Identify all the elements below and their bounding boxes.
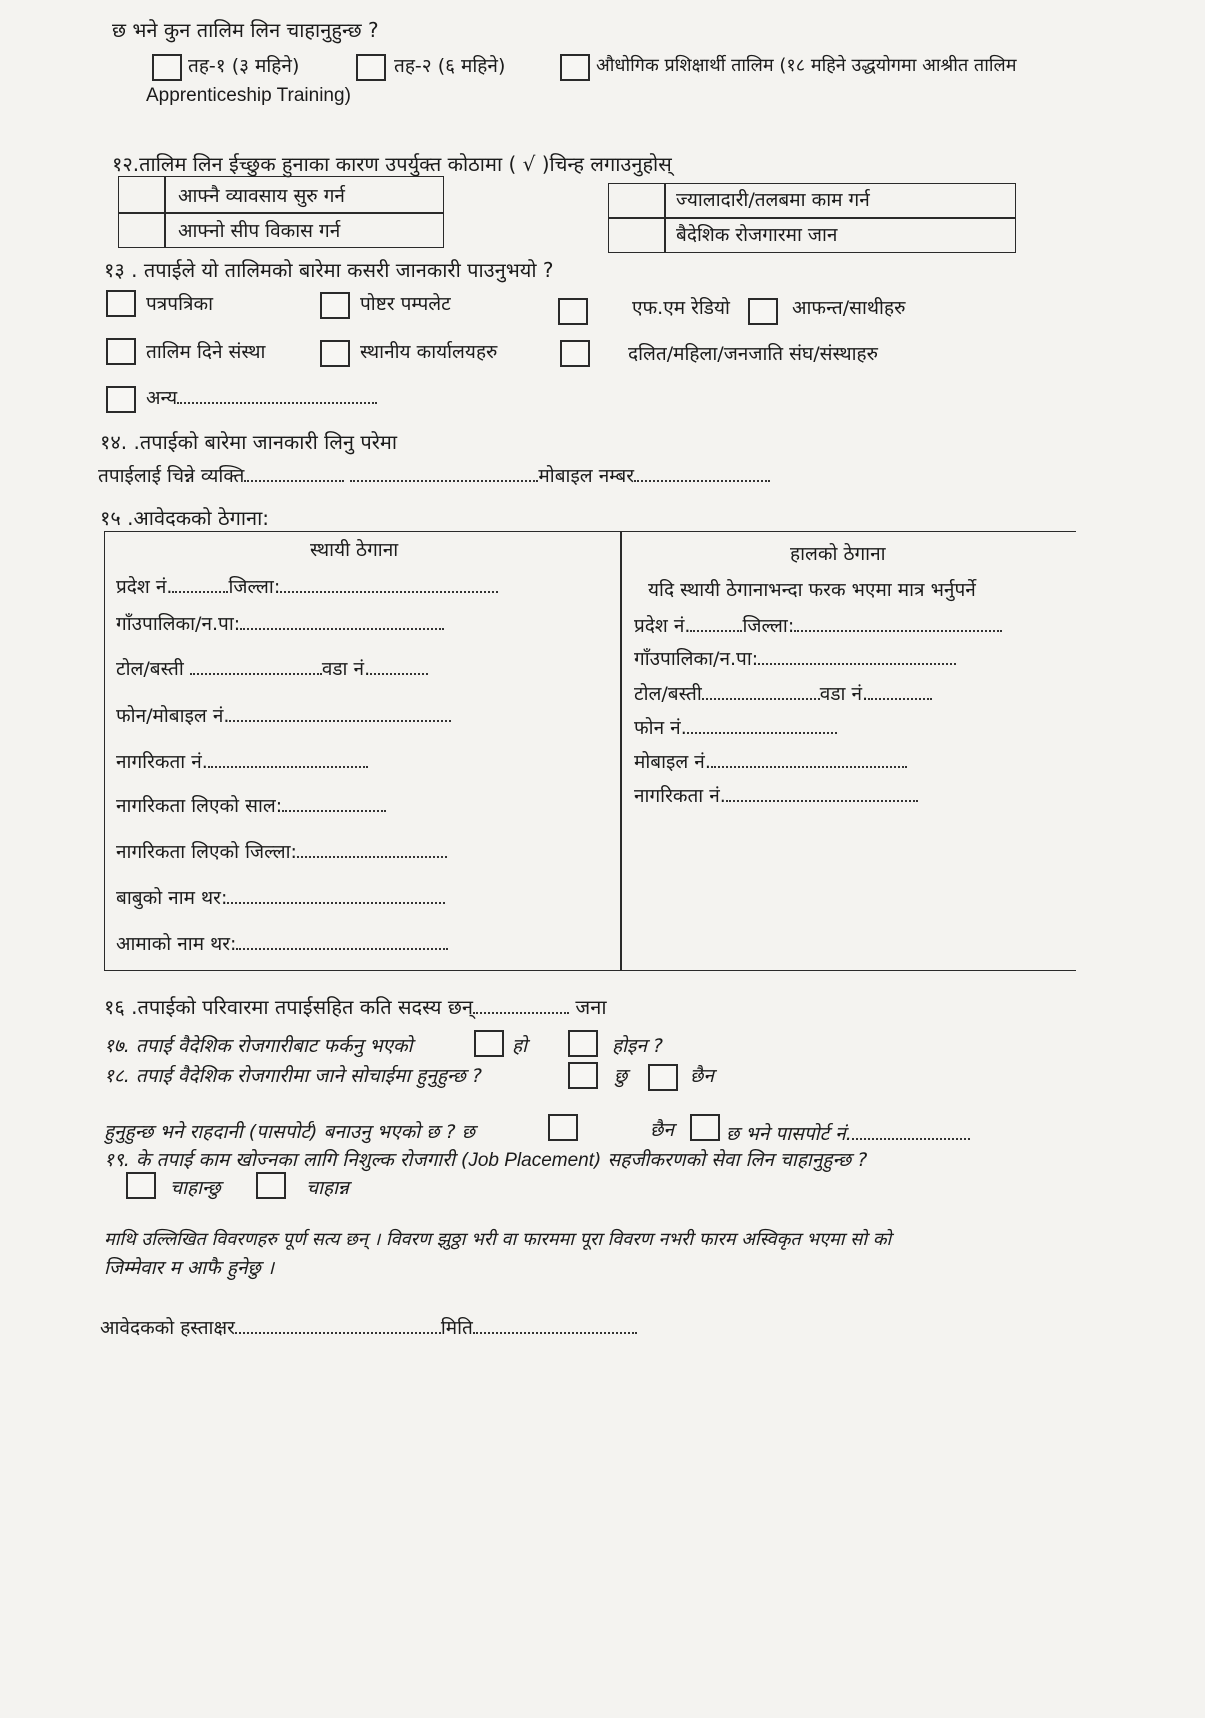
permanent-citizenship-year: नागरिकता लिएको साल:	[116, 792, 386, 818]
q12-wage-job: ज्यालादारी/तलबमा काम गर्न	[676, 189, 870, 211]
permanent-province: प्रदेश नं. जिल्ला:	[116, 573, 498, 599]
q18-passport-no-checkbox[interactable]	[690, 1114, 720, 1141]
q18-passport-no-label: छैन	[650, 1119, 674, 1141]
permanent-municipality: गाँउपालिका/न.पा:	[116, 610, 444, 636]
q18-passport-yes-checkbox[interactable]	[548, 1114, 578, 1141]
q18-passport-question: हुनुहुन्छ भने राहदानी (पासपोर्ट) बनाउनु भएको छ ? छ	[104, 1121, 475, 1143]
current-address-header: हालको ठेगाना	[790, 543, 886, 565]
q19-no-checkbox[interactable]	[256, 1172, 286, 1199]
q17-no-label: होइन ?	[612, 1035, 664, 1057]
q11-apprenticeship-checkbox[interactable]	[560, 54, 590, 81]
current-tole-ward: टोल/बस्ती वडा नं.	[634, 680, 932, 706]
current-citizenship-number: नागरिकता नं.	[634, 782, 918, 808]
q13-question: १३ . तपाईले यो तालिमको बारेमा कसरी जानकारी पाउनुभयो ?	[104, 258, 554, 282]
declaration-line2: जिम्मेवार म आफै हुनेछु ।	[104, 1257, 275, 1279]
q13-local-office-label: स्थानीय कार्यालयहरु	[360, 341, 498, 363]
q18-passport-number: छ भने पासपोर्ट नं.	[726, 1120, 970, 1146]
q13-relatives-label: आफन्त/साथीहरु	[792, 297, 906, 319]
q12-foreign-employment: बैदेशिक रोजगारमा जान	[676, 224, 838, 246]
q19-no-label: चाहान्न	[306, 1177, 349, 1199]
q11-level2-checkbox[interactable]	[356, 54, 386, 81]
q13-newspaper-label: पत्रपत्रिका	[146, 293, 213, 315]
q13-other-label: अन्य	[146, 384, 377, 410]
q13-organizations-label: दलित/महिला/जनजाति संघ/संस्थाहरु	[628, 343, 878, 365]
q12-question: १२.तालिम लिन ईच्छुक हुनाका कारण उपर्युक्त कोठामा ( √ )चिन्ह लगाउनुहोस्	[112, 152, 672, 176]
q16-family-members: १६ .तपाईको परिवारमा तपाईसहित कति सदस्य छन् जना	[104, 995, 607, 1019]
q11-question: छ भने कुन तालिम लिन चाहानुहुन्छ ?	[112, 18, 379, 42]
permanent-father-name: बाबुको नाम थर:	[116, 884, 445, 910]
q13-other-checkbox[interactable]	[106, 386, 136, 413]
q18-yes-label: छु	[614, 1065, 628, 1087]
permanent-citizenship-district: नागरिकता लिएको जिल्ला:	[116, 838, 447, 864]
declaration-line1: माथि उल्लिखित विवरणहरु पूर्ण सत्य छन् । विवरण झुठ्ठा भरी वा फारममा पूरा विवरण नभरी फारम अस्विकृत भएमा सो को	[104, 1229, 892, 1250]
current-province: प्रदेश नं. जिल्ला:	[634, 612, 1002, 638]
q14-contact-person: तपाईलाई चिन्ने व्यक्ति मोबाइल नम्बर	[98, 462, 770, 488]
q18-no-label: छैन	[690, 1065, 714, 1087]
permanent-address-header: स्थायी ठेगाना	[310, 539, 399, 561]
q14-question: १४. .तपाईको बारेमा जानकारी लिनु परेमा	[100, 430, 398, 454]
q13-local-office-checkbox[interactable]	[320, 340, 350, 367]
q19-yes-label: चाहान्छु	[170, 1177, 221, 1199]
q18-no-checkbox[interactable]	[648, 1064, 678, 1091]
current-address-note: यदि स्थायी ठेगानाभन्दा फरक भएमा मात्र भर्नुपर्ने	[648, 579, 976, 601]
current-municipality: गाँउपालिका/न.पा:	[634, 645, 956, 671]
signature-date-line: आवेदकको हस्ताक्षर मिति	[100, 1314, 637, 1340]
q13-fm-radio-label: एफ.एम रेडियो	[632, 297, 730, 319]
permanent-tole-ward: टोल/बस्ती वडा नं.	[116, 655, 428, 681]
q13-training-institute-label: तालिम दिने संस्था	[146, 341, 266, 363]
q12-skill-development: आफ्नो सीप विकास गर्न	[178, 220, 341, 242]
q11-apprenticeship-label: औधोगिक प्रशिक्षार्थी तालिम (१८ महिने उद्धयोगमा आश्रीत तालिम	[596, 55, 1017, 76]
q17-question: १७. तपाई वैदेशिक रोजगारीबाट फर्कनु भएको	[104, 1035, 413, 1057]
q18-yes-checkbox[interactable]	[568, 1062, 598, 1089]
permanent-mother-name: आमाको नाम थर:	[116, 930, 448, 956]
q12-own-business: आफ्नै व्यावसाय सुरु गर्न	[178, 185, 345, 207]
q17-yes-checkbox[interactable]	[474, 1030, 504, 1057]
q19-yes-checkbox[interactable]	[126, 1172, 156, 1199]
q11-level1-checkbox[interactable]	[152, 54, 182, 81]
q11-apprenticeship-label-cont: Apprenticeship Training)	[146, 85, 351, 106]
current-phone: फोन नं.	[634, 714, 837, 740]
q13-newspaper-checkbox[interactable]	[106, 290, 136, 317]
q15-title: १५ .आवेदकको ठेगाना:	[100, 506, 270, 530]
q11-level1-label: तह-१ (३ महिने)	[188, 55, 300, 77]
q13-organizations-checkbox[interactable]	[560, 340, 590, 367]
current-mobile: मोबाइल नं.	[634, 748, 907, 774]
permanent-phone: फोन/मोबाइल नं.	[116, 702, 451, 728]
q13-poster-checkbox[interactable]	[320, 292, 350, 319]
q13-training-institute-checkbox[interactable]	[106, 338, 136, 365]
permanent-citizenship-number: नागरिकता नं.	[116, 748, 368, 774]
q17-yes-label: हो	[512, 1035, 528, 1057]
q13-fm-radio-checkbox[interactable]	[558, 298, 588, 325]
q19-question: १९. के तपाई काम खोज्नका लागि निशुल्क रोजगारी (Job Placement) सहजीकरणको सेवा लिन चाहानुहुन्छ ?	[104, 1149, 868, 1171]
q11-level2-label: तह-२ (६ महिने)	[394, 55, 506, 77]
q18-question: १८. तपाई वैदेशिक रोजगारीमा जाने सोचाईमा हुनुहुन्छ ?	[104, 1065, 482, 1087]
q13-poster-label: पोष्टर पम्पलेट	[360, 293, 451, 315]
q13-relatives-checkbox[interactable]	[748, 298, 778, 325]
q17-no-checkbox[interactable]	[568, 1030, 598, 1057]
